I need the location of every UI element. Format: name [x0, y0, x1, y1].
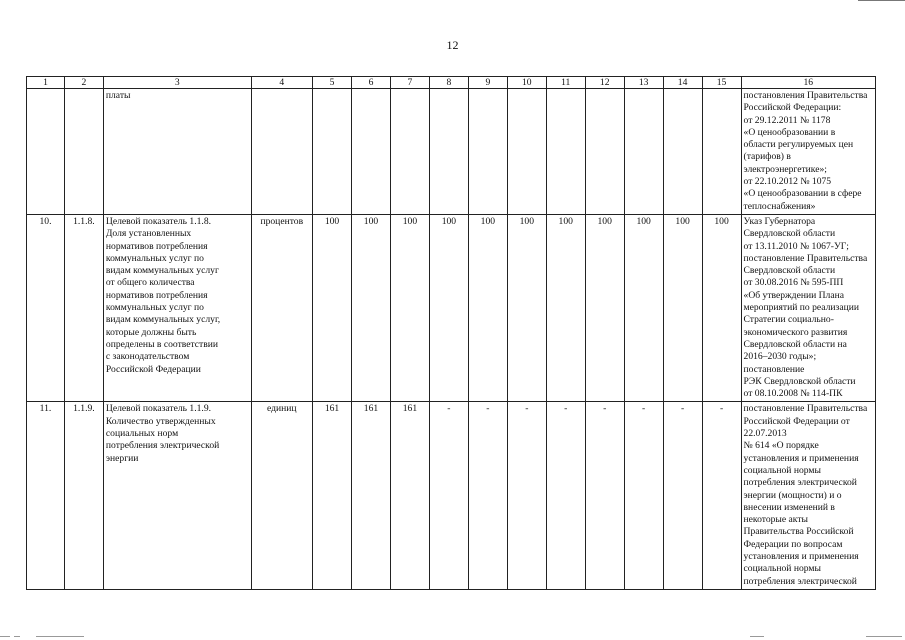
value-cell: 100 — [507, 214, 546, 401]
col-number-2: 2 — [64, 77, 103, 89]
value-cell — [313, 89, 352, 215]
table-row — [27, 402, 876, 589]
col-number-7: 7 — [390, 77, 429, 89]
value-cell: 100 — [313, 214, 352, 401]
value-cell — [702, 89, 741, 215]
value-cell — [352, 89, 391, 215]
page-edge-line — [858, 0, 905, 1]
value-cell: 161 — [352, 402, 391, 589]
row-number: 11. — [27, 402, 65, 589]
indicator-name: Целевой показатель 1.1.8. Доля установленных нормативов потребления коммунальных услуг по видам коммунальных услуг от общего количества нормативов потребления коммунальных услуг по видам коммунальных услуг, которые должны быть определены в соответствии с законодательством Российской Федерации — [103, 214, 251, 401]
value-cell — [624, 89, 663, 215]
unit-cell: процентов — [251, 214, 313, 401]
value-cell — [468, 89, 507, 215]
value-cell — [507, 89, 546, 215]
col-number-14: 14 — [663, 77, 702, 89]
col-number-3: 3 — [103, 77, 251, 89]
value-cell: - — [507, 402, 546, 589]
value-cell: - — [624, 402, 663, 589]
col-number-12: 12 — [585, 77, 624, 89]
value-cell — [390, 89, 429, 215]
scan-footer-marks — [0, 633, 905, 640]
value-cell: - — [663, 402, 702, 589]
unit-cell: единиц — [251, 402, 313, 589]
table-row — [27, 89, 876, 215]
value-cell: 100 — [663, 214, 702, 401]
row-number: 10. — [27, 214, 65, 401]
indicator-name: платы — [103, 89, 251, 215]
value-cell — [663, 89, 702, 215]
indicator-name: Целевой показатель 1.1.9. Количество утвержденных социальных норм потребления электрической энергии — [103, 402, 251, 589]
col-number-5: 5 — [313, 77, 352, 89]
value-cell: - — [468, 402, 507, 589]
col-number-4: 4 — [251, 77, 313, 89]
indicators-table — [26, 76, 876, 590]
col-number-13: 13 — [624, 77, 663, 89]
table-row — [27, 214, 876, 401]
col-number-11: 11 — [546, 77, 585, 89]
col-number-16: 16 — [741, 77, 875, 89]
indicator-code: 1.1.8. — [64, 214, 103, 401]
value-cell: 100 — [624, 214, 663, 401]
col-number-9: 9 — [468, 77, 507, 89]
value-cell — [429, 89, 468, 215]
unit-cell — [251, 89, 313, 215]
value-cell: - — [702, 402, 741, 589]
value-cell: - — [546, 402, 585, 589]
value-cell: - — [585, 402, 624, 589]
indicator-code: 1.1.9. — [64, 402, 103, 589]
value-cell: 161 — [390, 402, 429, 589]
table-header-row — [27, 77, 876, 89]
legal-basis: постановление Правительства Российской Федерации от 22.07.2013 № 614 «О порядке установления и применения социальной нормы потребления электрической энергии (мощности) и о внесении изменений в некоторые акты Правительства Российской Федерации по вопросам установления и применения социальной нормы потребления электрической — [741, 402, 875, 589]
legal-basis: Указ Губернатора Свердловской области от 13.11.2010 № 1067-УГ; постановление Правительства Свердловской области от 30.08.2016 № 595-ПП «Об утверждении Плана мероприятий по реализации Стратегии социально- экономического развития Свердловской области на 2016–2030 годы»; постановление РЭК Свердловской области от 08.10.2008 № 114-ПК — [741, 214, 875, 401]
col-number-10: 10 — [507, 77, 546, 89]
value-cell — [546, 89, 585, 215]
value-cell: 161 — [313, 402, 352, 589]
col-number-8: 8 — [429, 77, 468, 89]
value-cell — [585, 89, 624, 215]
value-cell: 100 — [468, 214, 507, 401]
value-cell: - — [429, 402, 468, 589]
indicator-code — [64, 89, 103, 215]
page-number: 12 — [446, 38, 459, 52]
value-cell: 100 — [352, 214, 391, 401]
value-cell: 100 — [546, 214, 585, 401]
legal-basis: постановления Правительства Российской Федерации: от 29.12.2011 № 1178 «О ценообразовании в области регулируемых цен (тарифов) в электроэнергетике»; от 22.10.2012 № 1075 «О ценообразовании в сфере теплоснабжения» — [741, 89, 875, 215]
value-cell: 100 — [390, 214, 429, 401]
value-cell: 100 — [585, 214, 624, 401]
value-cell: 100 — [702, 214, 741, 401]
value-cell: 100 — [429, 214, 468, 401]
col-number-1: 1 — [27, 77, 65, 89]
row-number — [27, 89, 65, 215]
col-number-15: 15 — [702, 77, 741, 89]
col-number-6: 6 — [352, 77, 391, 89]
